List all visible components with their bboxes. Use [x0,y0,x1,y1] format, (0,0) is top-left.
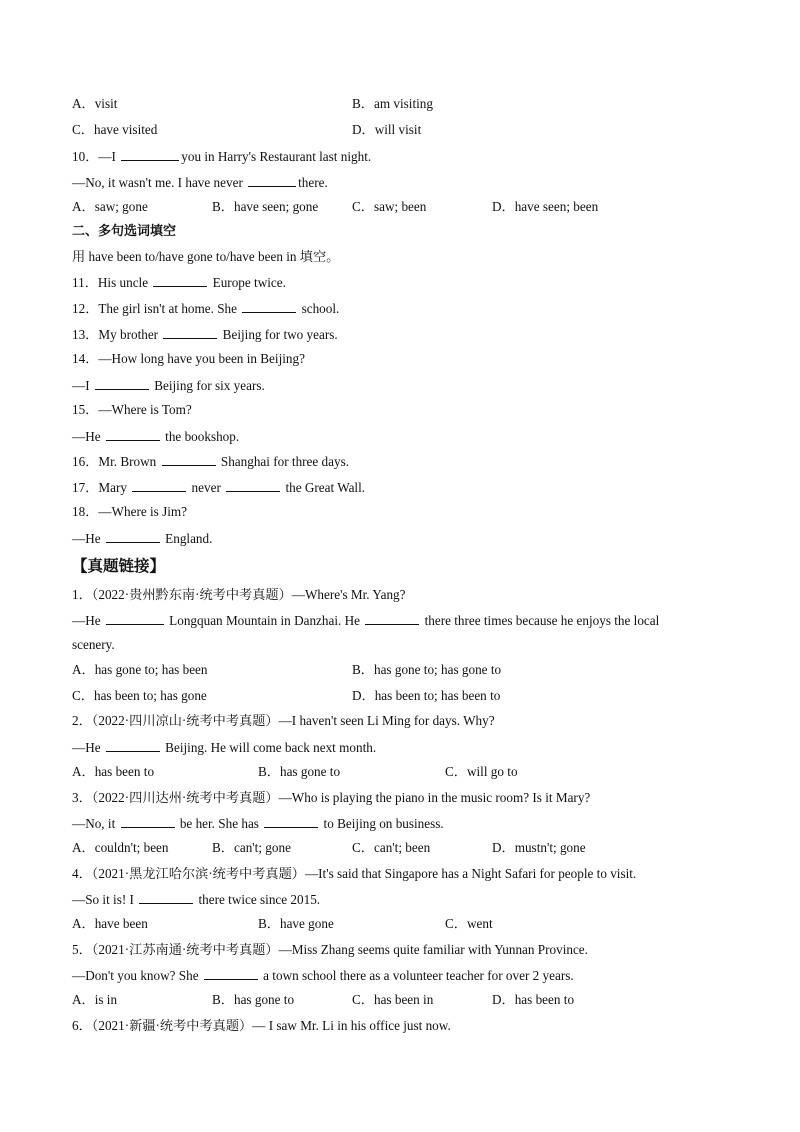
real-q4-option-c: C．went [445,916,493,931]
answer-blank [264,814,318,828]
q11-text-a: 11．His uncle [72,275,152,290]
real-q4-options-row [0,915,800,933]
q14-line-2 [72,376,265,394]
section-2-title: 二、多句选词填空 [72,224,177,239]
real-q2-options-row [0,763,800,781]
real-q2-option-b: B．has gone to [258,764,341,779]
answer-blank [248,173,296,187]
real-q4-line-1: 4．（2021·黑龙江哈尔滨·统考中考真题）—It's said that Singapore has a Night Safari for people to visit. [72,866,637,881]
real-q4-option-b: B．have gone [258,916,334,931]
real-q3-options-row [0,839,800,857]
real-q2-text-a: —He [72,740,104,755]
real-q1-line-2 [72,611,659,629]
q9-option-b: B．am visiting [352,96,433,111]
real-q4-text-a: —So it is! I [72,892,138,907]
real-q2-line-1: 2．（2022·四川凉山·统考中考真题）—I haven't seen Li Ming for days. Why? [72,713,495,728]
real-q2-option-a: A．has been to [72,764,155,779]
answer-blank [204,966,258,980]
real-q2-option-c: C．will go to [445,764,518,779]
q12-text-b: school. [298,301,340,316]
real-q4-line-2 [72,890,320,908]
answer-blank [162,452,216,466]
real-q5-text-a: —Don't you know? She [72,968,202,983]
real-q5-option-a: A．is in [72,992,118,1007]
real-q3-text-a: —No, it [72,816,119,831]
q10-line-1 [72,147,371,165]
real-q3-text-b: be her. She has [176,816,263,831]
section-2-instruction: 用 have been to/have gone to/have been in 填空。 [72,249,340,264]
q9-option-c: C．have visited [72,122,158,137]
q10-option-d: D．have seen; been [492,199,599,214]
q16-text-b: Shanghai for three days. [217,454,350,469]
answer-blank [121,147,179,161]
real-q5-option-c: C．has been in [352,992,434,1007]
real-q3-text-c: to Beijing on business. [320,816,444,831]
real-q3-option-d: D．mustn't; gone [492,840,586,855]
answer-blank [153,273,207,287]
real-q3-line-2 [72,814,444,832]
q18-text-b: England. [161,531,213,546]
real-q3-option-c: C．can't; been [352,840,431,855]
answer-blank [132,478,186,492]
real-q6-line-1: 6．（2021·新疆·统考中考真题）— I saw Mr. Li in his office just now. [72,1018,451,1033]
real-q3-line-1: 3．（2022·四川达州·统考中考真题）—Who is playing the piano in the music room? Is it Mary? [72,790,591,805]
answer-blank [106,529,160,543]
real-q3-option-b: B．can't; gone [212,840,291,855]
q9-option-d: D．will visit [352,122,422,137]
real-q2-text-b: Beijing. He will come back next month. [161,740,377,755]
q9-options-row-2 [0,121,800,139]
q11-line [72,273,286,291]
q17-text-b: never [188,480,225,495]
real-q5-text-b: a town school there as a volunteer teacher for over 2 years. [259,968,574,983]
real-q5-line-2 [72,966,574,984]
q9-options-row-1 [0,95,800,113]
q15-text-a: —He [72,429,104,444]
q10-line-2 [72,173,328,191]
q10-option-a: A．saw; gone [72,199,148,214]
q16-text-a: 16．Mr. Brown [72,454,160,469]
answer-blank [106,738,160,752]
real-q5-options-row [0,991,800,1009]
q10-option-b: B．have seen; gone [212,199,319,214]
q17-text-c: the Great Wall. [282,480,366,495]
real-q1-line-1: 1．（2022·贵州黔东南·统考中考真题）—Where's Mr. Yang? [72,587,406,602]
q10-text-a: 10．—I [72,149,120,164]
real-q4-option-a: A．have been [72,916,148,931]
real-q1-options-row-1 [0,661,800,679]
q10-options-row [0,198,800,216]
real-q5-line-1: 5．（2021·江苏南通·统考中考真题）—Miss Zhang seems quite familiar with Yunnan Province. [72,942,588,957]
real-q4-text-b: there twice since 2015. [195,892,321,907]
real-q1-option-c: C．has been to; has gone [72,688,207,703]
real-q1-line-3: scenery. [72,637,115,652]
real-q1-text-a: —He [72,613,104,628]
answer-blank [242,299,296,313]
real-q1-options-row-2 [0,687,800,705]
real-q2-line-2 [72,738,376,756]
q13-text-b: Beijing for two years. [219,327,338,342]
q18-line-2 [72,529,212,547]
q10-option-c: C．saw; been [352,199,427,214]
q10-text-b: you in Harry's Restaurant last night. [181,149,372,164]
real-q5-option-d: D．has been to [492,992,575,1007]
answer-blank [139,890,193,904]
q15-text-b: the bookshop. [161,429,240,444]
q15-line-1: 15．—Where is Tom? [72,402,192,417]
q13-line [72,325,338,343]
answer-blank [365,611,419,625]
q14-text-b: Beijing for six years. [150,378,265,393]
q11-text-b: Europe twice. [209,275,286,290]
section-3-title: 【真题链接】 [72,557,166,575]
answer-blank [163,325,217,339]
real-q1-option-b: B．has gone to; has gone to [352,662,502,677]
answer-blank [121,814,175,828]
q17-text-a: 17．Mary [72,480,131,495]
q14-line-1: 14．—How long have you been in Beijing? [72,351,305,366]
real-q3-option-a: A．couldn't; been [72,840,169,855]
q12-text-a: 12．The girl isn't at home. She [72,301,241,316]
real-q1-text-c: there three times because he enjoys the local [421,613,660,628]
q18-text-a: —He [72,531,104,546]
q15-line-2 [72,427,239,445]
q9-option-a: A．visit [72,96,118,111]
q14-text-a: —I [72,378,93,393]
real-q1-option-d: D．has been to; has been to [352,688,501,703]
answer-blank [95,376,149,390]
q18-line-1: 18．—Where is Jim? [72,504,187,519]
real-q5-option-b: B．has gone to [212,992,295,1007]
q12-line [72,299,339,317]
q17-line [72,478,365,496]
answer-blank [106,611,164,625]
q13-text-a: 13．My brother [72,327,162,342]
real-q1-option-a: A．has gone to; has been [72,662,208,677]
q10-text-d: there. [298,175,328,190]
q16-line [72,452,349,470]
answer-blank [226,478,280,492]
answer-blank [106,427,160,441]
real-q1-text-b: Longquan Mountain in Danzhai. He [165,613,364,628]
q10-text-c: —No, it wasn't me. I have never [72,175,247,190]
